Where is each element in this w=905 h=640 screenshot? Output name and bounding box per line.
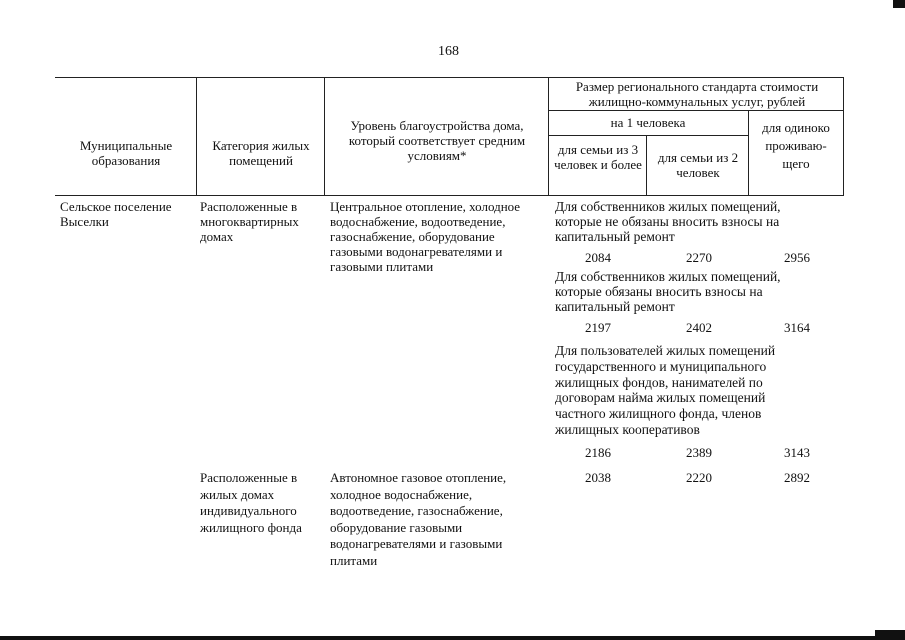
- header-divider-per-person: [548, 135, 748, 136]
- row1-group3-single: 3143: [784, 445, 810, 460]
- page-number: 168: [438, 44, 459, 59]
- table-top-border: [55, 77, 844, 78]
- scan-edge-top: [893, 0, 905, 8]
- row1-group2-label: Для собственников жилых помещений, которые обязаны вносить взносы на капитальный ремонт: [555, 269, 781, 314]
- header-per-person: на 1 человека: [610, 115, 686, 130]
- row1-group3-family3: 2186: [585, 445, 611, 460]
- scan-edge-bottom: [0, 636, 905, 640]
- col-border-5: [748, 110, 749, 195]
- row1-group1-family2: 2270: [686, 250, 712, 265]
- row1-group1-single: 2956: [784, 250, 810, 265]
- col-border-4: [646, 135, 647, 195]
- scan-edge-bottom-right: [875, 630, 905, 640]
- row1-group1-family3: 2084: [585, 250, 611, 265]
- header-category: Категория жилых помещений: [212, 138, 310, 168]
- row1-level: Центральное отопление, холодное водоснабжение, водоотведение, газоснабжение, оборудование газовыми водонагревателями и газовыми плитами: [330, 199, 521, 274]
- row1-group1-label: Для собственников жилых помещений, которые не обязаны вносить взносы на капитальный ремонт: [555, 199, 781, 244]
- header-single: для одиноко проживаю-щего: [762, 120, 830, 171]
- row1-group2-single: 3164: [784, 320, 810, 335]
- header-family3: для семьи из 3 человек и более: [554, 142, 642, 172]
- header-divider-standard: [548, 110, 844, 111]
- row1-group2-family3: 2197: [585, 320, 611, 335]
- header-family2: для семьи из 2 человек: [657, 150, 739, 180]
- row2-family3: 2038: [585, 470, 611, 485]
- row2-single: 2892: [784, 470, 810, 485]
- row1-group3-family2: 2389: [686, 445, 712, 460]
- row1-group3-label: Для пользователей жилых помещений государственного и муниципального жилищных фондов, нанимателей по договорам найма жилых помещений частного жилищного фонда, членов жилищных кооперативов: [555, 343, 776, 437]
- header-bottom-border: [55, 195, 844, 196]
- row2-category: Расположенные в жилых домах индивидуального жилищного фонда: [200, 470, 302, 535]
- municipality-name: Сельское поселение Выселки: [60, 199, 172, 229]
- header-municipality: Муниципальные образования: [79, 138, 173, 168]
- row1-group2-family2: 2402: [686, 320, 712, 335]
- row2-family2: 2220: [686, 470, 712, 485]
- col-border-2: [324, 77, 325, 195]
- header-standard: Размер регионального стандарта стоимости жилищно-коммунальных услуг, рублей: [575, 79, 819, 109]
- row1-category: Расположенные в многоквартирных домах: [200, 199, 299, 244]
- col-border-3: [548, 77, 549, 195]
- header-level: Уровень благоустройства дома, который соответствует средним условиям*: [348, 118, 526, 163]
- col-border-1: [196, 77, 197, 195]
- col-border-right: [843, 77, 844, 195]
- row2-level: Автономное газовое отопление, холодное водоснабжение, водоотведение, газоснабжение, оборудование газовыми водонагревателями и газовыми плитами: [330, 470, 507, 568]
